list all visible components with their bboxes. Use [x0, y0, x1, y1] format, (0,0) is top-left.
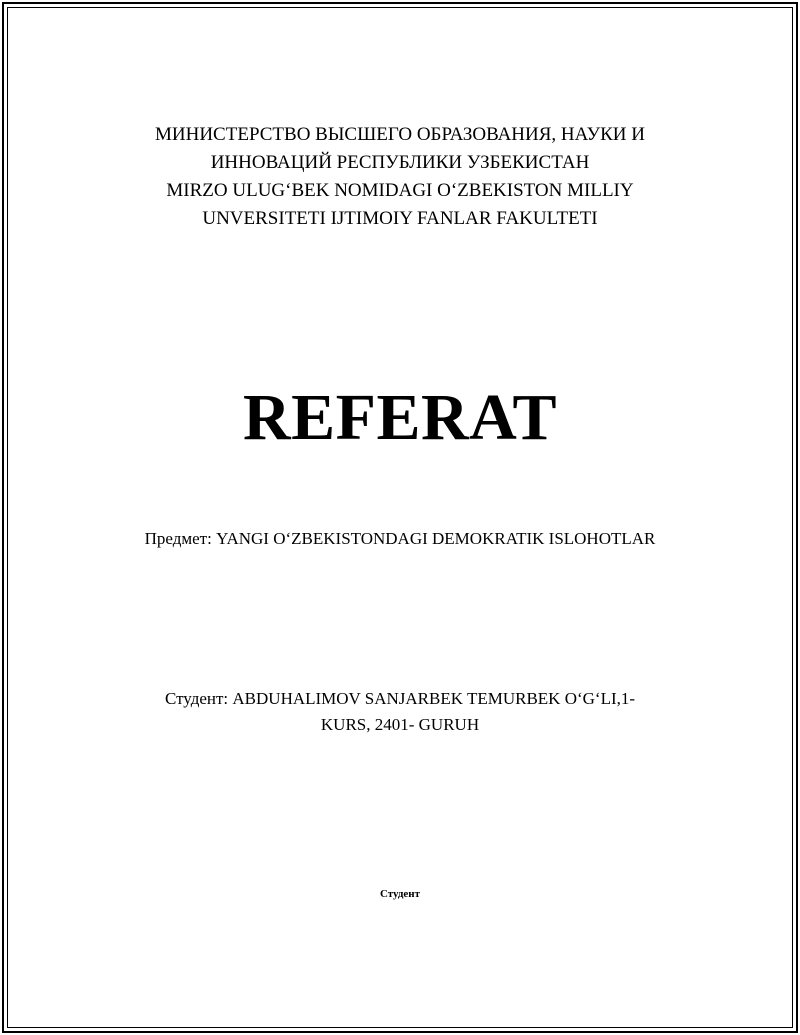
header-line-3: MIRZO ULUG‘BEK NOMIDAGI O‘ZBEKISTON MILLIY — [166, 180, 634, 201]
header-line-1: МИНИСТЕРСТВО ВЫСШЕГО ОБРАЗОВАНИЯ, НАУКИ И — [155, 124, 645, 145]
document-title: REFERAT — [243, 381, 557, 454]
institution-header — [0, 121, 800, 233]
footer-student-label: Студент — [379, 888, 421, 900]
student-line-2: KURS, 2401- GURUH — [320, 715, 480, 734]
header-line-4: UNVERSITETI IJTIMOIY FANLAR FAKULTETI — [202, 208, 598, 229]
subject-line: Предмет: YANGI O‘ZBEKISTONDAGI DEMOKRATIK ISLOHOTLAR — [144, 529, 656, 548]
student-line-1: Студент: ABDUHALIMOV SANJARBEK TEMURBEK O‘G‘LI,1- — [164, 689, 636, 708]
student-info — [0, 686, 800, 738]
header-line-2: ИННОВАЦИЙ РЕСПУБЛИКИ УЗБЕКИСТАН — [210, 152, 590, 173]
